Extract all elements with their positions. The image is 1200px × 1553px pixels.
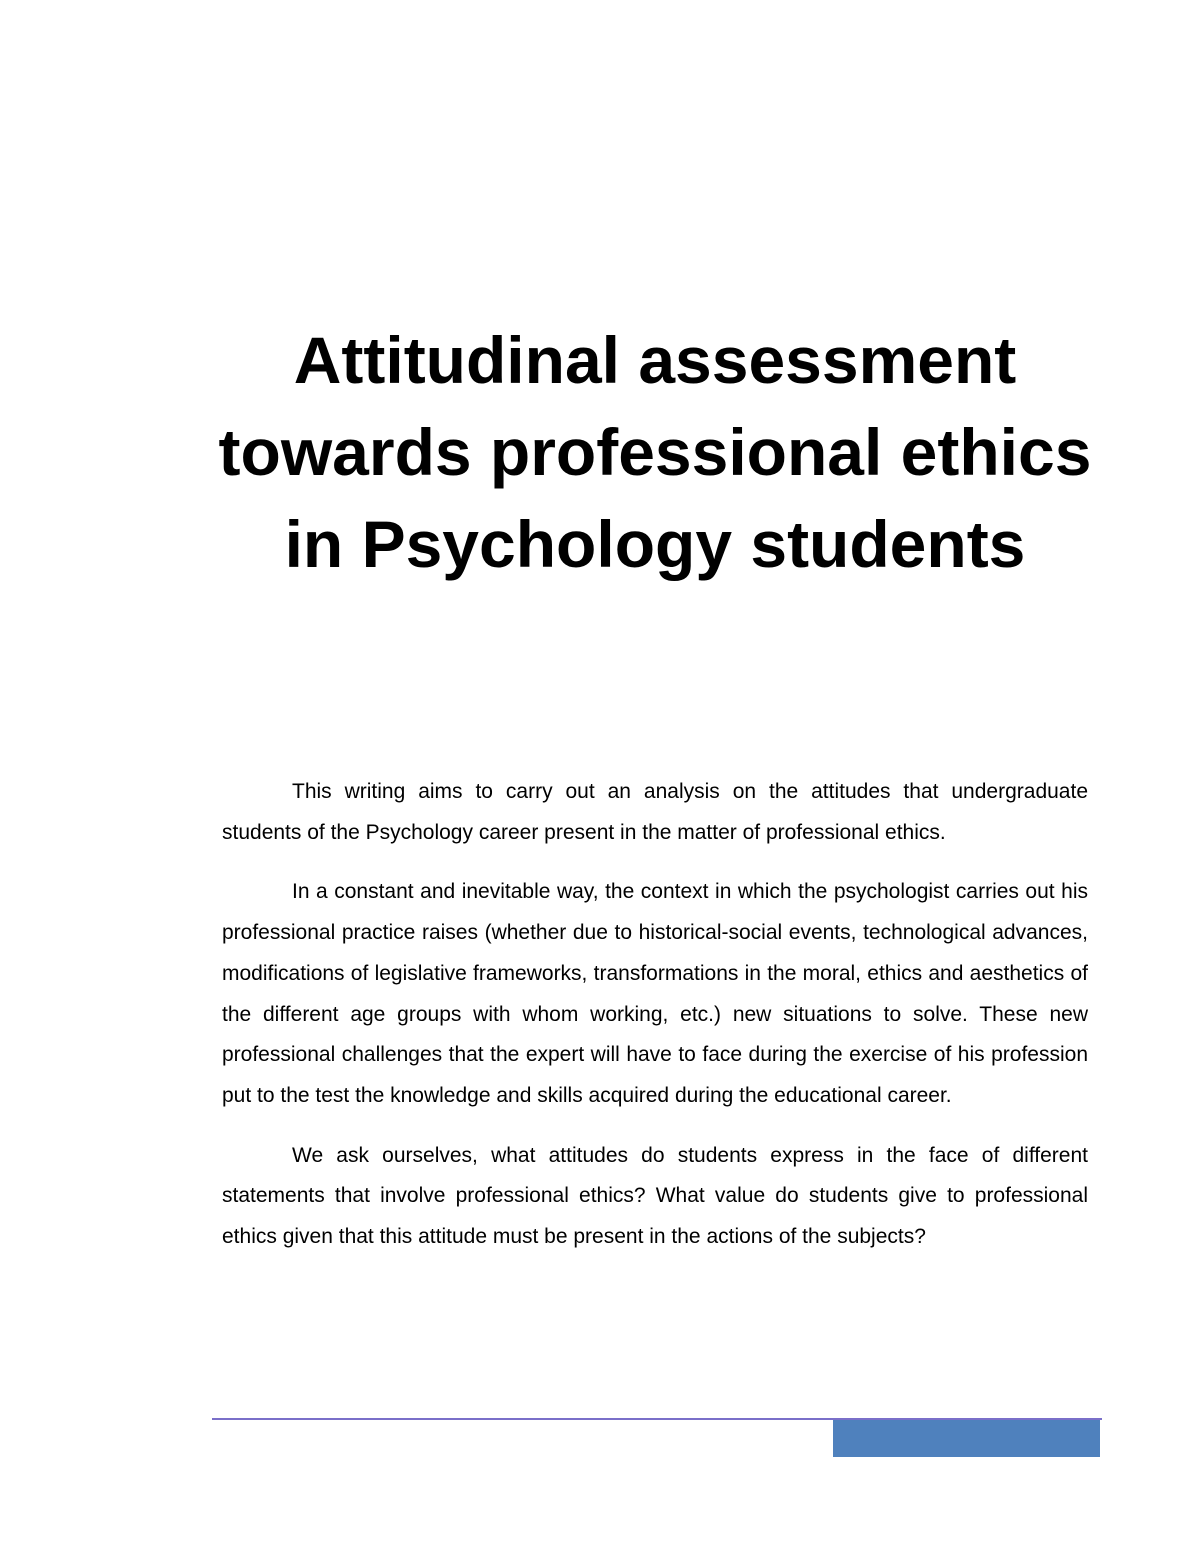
document-body <box>222 772 1088 1277</box>
paragraph-context: In a constant and inevitable way, the context in which the psychologist carries out his professional practice raises (whether due to historical-social events, technological advances, modifications of legislative frameworks, transformations in the moral, ethics and aesthetics of the different age groups with whom working, etc.) new situations to solve. These new professional challenges that the expert will have to face during the exercise of his profession put to the test the knowledge and skills acquired during the educational career. <box>222 880 1088 1107</box>
document-title: Attitudinal assessment towards professional ethics in Psychology students <box>218 323 1092 581</box>
paragraph-intro: This writing aims to carry out an analysis on the attitudes that undergraduate students of the Psychology career present in the matter of professional ethics. <box>222 780 1088 844</box>
paragraph-questions: We ask ourselves, what attitudes do students express in the face of different statements that involve professional ethics? What value do students give to professional ethics given that this attitude must be present in the actions of the subjects? <box>222 1143 1088 1249</box>
footer-color-block <box>833 1420 1100 1457</box>
